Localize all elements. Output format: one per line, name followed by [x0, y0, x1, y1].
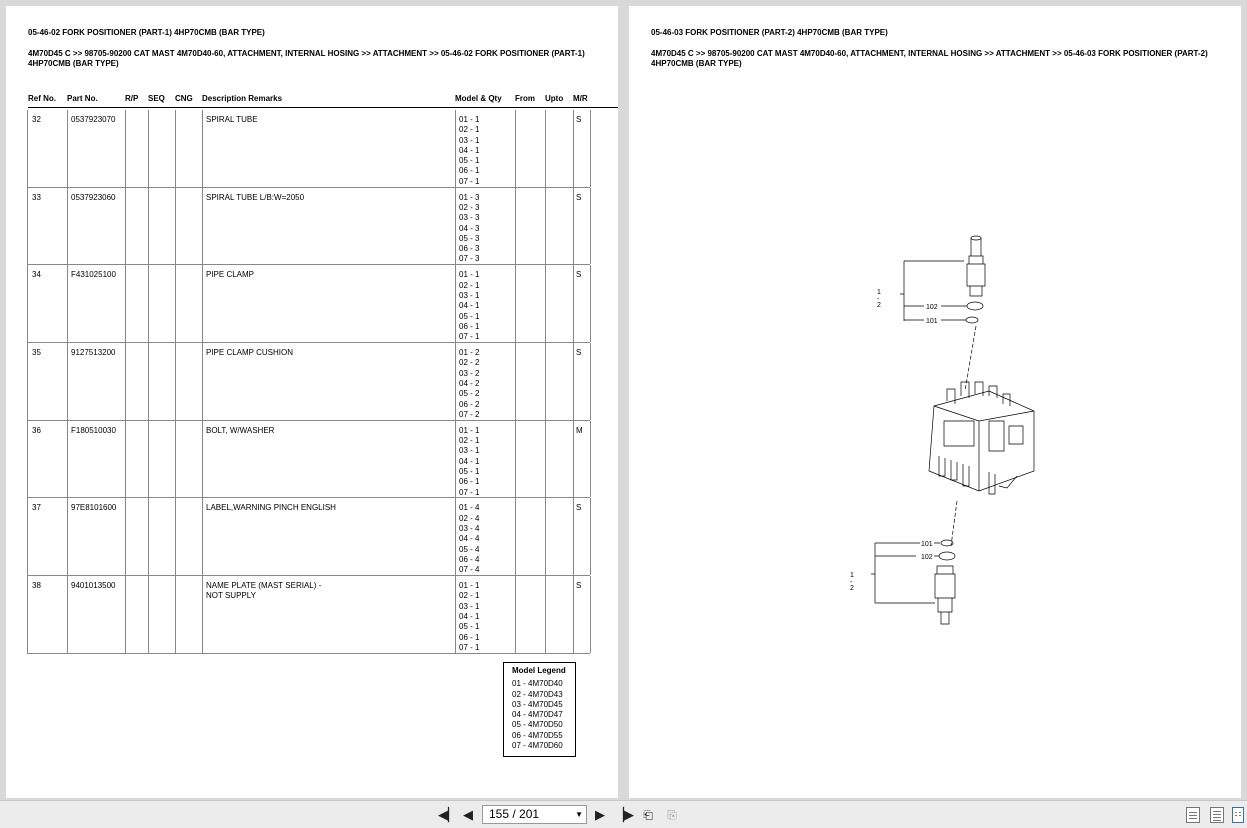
qty-line: 01 - 4	[459, 503, 480, 513]
qty-line: 01 - 1	[459, 425, 480, 435]
mr-code: S	[576, 348, 582, 358]
qty-line: 05 - 2	[459, 389, 480, 399]
qty-line: 01 - 1	[459, 581, 480, 591]
qty-line: 04 - 1	[459, 301, 480, 311]
qty-line: 02 - 4	[459, 513, 480, 523]
qty-line: 03 - 4	[459, 524, 480, 534]
continuous-view-icon[interactable]	[1210, 807, 1224, 823]
column-divider	[175, 498, 176, 575]
qty-line: 01 - 3	[459, 192, 480, 202]
qty-line: 06 - 4	[459, 554, 480, 564]
column-divider	[590, 576, 591, 653]
qty-line: 06 - 3	[459, 244, 480, 254]
model-legend	[503, 662, 576, 757]
callout-label: 102	[921, 554, 933, 561]
column-divider	[455, 188, 456, 265]
column-divider	[455, 576, 456, 653]
qty-line: 03 - 1	[459, 446, 480, 456]
qty-line: 06 - 1	[459, 166, 480, 176]
ref-number: 37	[32, 503, 41, 513]
table-row	[28, 421, 590, 499]
column-divider	[202, 188, 203, 265]
header-desc: Description Remarks	[202, 94, 283, 103]
mr-code: S	[576, 115, 582, 124]
description-line: NAME PLATE (MAST SERIAL) -	[206, 581, 322, 591]
qty-line: 06 - 1	[459, 321, 480, 331]
header-ref: Ref No.	[28, 94, 56, 103]
legend-item: 04 - 4M70D47	[512, 710, 563, 720]
callout-label: 102	[926, 304, 938, 311]
column-divider	[455, 498, 456, 575]
callout-label: 2	[877, 302, 881, 309]
column-divider	[545, 498, 546, 575]
callout-label: 2	[850, 585, 854, 592]
legend-item: 02 - 4M70D43	[512, 689, 563, 699]
qty-line: 01 - 2	[459, 348, 480, 358]
mr-code: M	[576, 425, 583, 435]
column-divider	[455, 110, 456, 187]
table-header	[28, 94, 618, 108]
qty-line: 07 - 1	[459, 332, 480, 342]
column-divider	[590, 343, 591, 420]
qty-line: 06 - 1	[459, 477, 480, 487]
column-divider	[175, 343, 176, 420]
legend-item: 01 - 4M70D40	[512, 679, 563, 689]
mr-code: S	[576, 581, 582, 591]
qty-line: 05 - 3	[459, 233, 480, 243]
qty-line: 05 - 1	[459, 466, 480, 476]
part-number: 9401013500	[71, 581, 116, 591]
qty-line: 05 - 1	[459, 156, 480, 166]
table-row	[28, 110, 590, 188]
next-page-icon[interactable]: ▶	[595, 807, 605, 822]
column-divider	[515, 421, 516, 498]
qty-line: 02 - 1	[459, 436, 480, 446]
qty-line: 07 - 1	[459, 487, 480, 497]
table-row	[28, 576, 590, 654]
qty-line: 06 - 2	[459, 399, 480, 409]
qty-line: 03 - 1	[459, 135, 480, 145]
table-row	[28, 343, 590, 421]
part-number: F431025100	[71, 270, 116, 280]
breadcrumb: 4M70D45 C >> 98705-90200 CAT MAST 4M70D40-60, ATTACHMENT, INTERNAL HOSING >> ATTACHMENT >> 05-46-03 FORK POSITIONER (PART-2) 4HP70CMB (BAR TYPE)	[651, 49, 1208, 68]
qty-line: 07 - 1	[459, 176, 480, 186]
qty-line: 04 - 1	[459, 612, 480, 622]
column-divider	[175, 110, 176, 187]
ref-number: 35	[32, 348, 41, 358]
qty-line: 02 - 1	[459, 125, 480, 135]
header-rp: R/P	[125, 94, 139, 103]
column-divider	[175, 576, 176, 653]
description	[206, 503, 336, 513]
header-from: From	[515, 94, 535, 103]
header-upto: Upto	[545, 94, 564, 103]
qty-line: 07 - 1	[459, 642, 480, 652]
chevron-down-icon: ▼	[575, 810, 583, 819]
column-divider	[573, 576, 574, 653]
qty-line: 04 - 1	[459, 456, 480, 466]
header-cng: CNG	[175, 94, 193, 103]
column-divider	[67, 576, 68, 653]
qty-line: 07 - 2	[459, 409, 480, 419]
qty-line: 02 - 3	[459, 202, 480, 212]
column-divider	[67, 498, 68, 575]
header-seq: SEQ	[148, 94, 165, 103]
callout-label: -	[850, 579, 853, 586]
qty-line: 04 - 2	[459, 378, 480, 388]
qty-line: 02 - 1	[459, 280, 480, 290]
page-title: 05-46-03 FORK POSITIONER (PART-2) 4HP70CMB (BAR TYPE)	[651, 28, 888, 37]
description	[206, 348, 293, 358]
column-divider	[545, 576, 546, 653]
part-number: 0537923070	[71, 115, 116, 124]
parts-diagram	[839, 216, 1059, 636]
qty-line: 03 - 3	[459, 213, 480, 223]
part-number: 0537923060	[71, 192, 116, 202]
column-divider	[125, 421, 126, 498]
column-divider	[148, 343, 149, 420]
column-divider	[515, 576, 516, 653]
first-page-icon[interactable]: ◀▏	[438, 807, 458, 822]
column-divider	[590, 188, 591, 265]
column-divider	[125, 343, 126, 420]
column-divider	[590, 110, 591, 187]
description-line: LABEL,WARNING PINCH ENGLISH	[206, 503, 336, 513]
column-divider	[202, 265, 203, 342]
table-row	[28, 265, 590, 343]
column-divider	[573, 265, 574, 342]
qty-line: 05 - 1	[459, 622, 480, 632]
ref-number: 33	[32, 192, 41, 202]
column-divider	[455, 421, 456, 498]
qty-line: 03 - 1	[459, 290, 480, 300]
facing-view-icon[interactable]	[1232, 807, 1244, 823]
column-divider	[67, 110, 68, 187]
column-divider	[67, 343, 68, 420]
column-divider	[590, 421, 591, 498]
callout-label: -	[877, 296, 880, 303]
column-divider	[202, 110, 203, 187]
model-qty	[459, 348, 479, 420]
column-divider	[148, 265, 149, 342]
column-divider	[202, 576, 203, 653]
column-divider	[515, 343, 516, 420]
breadcrumb: 4M70D45 C >> 98705-90200 CAT MAST 4M70D40-60, ATTACHMENT, INTERNAL HOSING >> ATTACHMENT >> 05-46-02 FORK POSITIONER (PART-1) 4HP70CMB (BAR TYPE)	[28, 49, 585, 68]
description	[206, 581, 321, 602]
qty-line: 02 - 1	[459, 591, 480, 601]
page-separator	[618, 0, 629, 800]
column-divider	[202, 343, 203, 420]
callout-label: 1	[850, 572, 854, 579]
description-line: NOT SUPPLY	[206, 591, 256, 601]
column-divider	[515, 265, 516, 342]
column-divider	[67, 188, 68, 265]
column-divider	[125, 265, 126, 342]
column-divider	[125, 576, 126, 653]
column-divider	[573, 110, 574, 187]
qty-line: 04 - 1	[459, 145, 480, 155]
description-line: SPIRAL TUBE L/B:W=2050	[206, 192, 305, 202]
table-row	[28, 188, 590, 266]
mr-code: S	[576, 503, 582, 513]
header-model: Model & Qty	[455, 94, 502, 103]
description	[206, 115, 258, 125]
legend-item: 05 - 4M70D50	[512, 720, 563, 730]
column-divider	[573, 188, 574, 265]
legend-item: 06 - 4M70D55	[512, 730, 563, 740]
column-divider	[148, 498, 149, 575]
page-indicator: 155 / 201	[489, 807, 540, 821]
column-divider	[515, 188, 516, 265]
qty-line: 02 - 2	[459, 358, 480, 368]
legend-title: Model Legend	[512, 666, 566, 675]
callout-label: 101	[921, 541, 933, 548]
model-qty	[459, 503, 479, 575]
column-divider	[67, 265, 68, 342]
column-divider	[67, 421, 68, 498]
left-page	[6, 6, 618, 798]
ref-number: 38	[32, 581, 41, 591]
ref-number: 36	[32, 425, 41, 435]
qty-line: 01 - 1	[459, 115, 480, 124]
column-divider	[202, 498, 203, 575]
column-divider	[545, 343, 546, 420]
column-divider	[175, 421, 176, 498]
qty-line: 01 - 1	[459, 270, 480, 280]
callout-label: 101	[926, 318, 938, 325]
part-number: 9127513200	[71, 348, 116, 358]
column-divider	[148, 576, 149, 653]
column-divider	[545, 265, 546, 342]
last-page-icon[interactable]: ▕▶	[614, 807, 634, 822]
qty-line: 05 - 4	[459, 544, 480, 554]
page-title: 05-46-02 FORK POSITIONER (PART-1) 4HP70CMB (BAR TYPE)	[28, 28, 265, 37]
column-divider	[148, 188, 149, 265]
column-divider	[590, 498, 591, 575]
model-qty	[459, 426, 479, 498]
qty-line: 07 - 3	[459, 254, 480, 264]
model-qty	[459, 581, 479, 653]
part-number: 97E8101600	[71, 503, 117, 513]
go-back-icon[interactable]: ⎗	[643, 808, 653, 822]
model-qty	[459, 115, 479, 187]
column-divider	[545, 188, 546, 265]
column-divider	[545, 110, 546, 187]
description	[206, 270, 254, 280]
column-divider	[515, 498, 516, 575]
header-part: Part No.	[67, 94, 98, 103]
column-divider	[455, 265, 456, 342]
column-divider	[125, 110, 126, 187]
column-divider	[125, 498, 126, 575]
column-divider	[590, 265, 591, 342]
single-page-view-icon[interactable]	[1186, 807, 1200, 823]
callout-label: 1	[877, 289, 881, 296]
description-line: BOLT, W/WASHER	[206, 425, 275, 435]
column-divider	[455, 343, 456, 420]
part-number: F180510030	[71, 425, 116, 435]
right-page	[629, 6, 1241, 798]
column-divider	[573, 421, 574, 498]
legend-item: 03 - 4M70D45	[512, 699, 563, 709]
qty-line: 03 - 2	[459, 368, 480, 378]
column-divider	[573, 498, 574, 575]
model-qty	[459, 270, 479, 342]
column-divider	[148, 421, 149, 498]
description-line: PIPE CLAMP	[206, 270, 255, 280]
page-number-select[interactable]	[482, 805, 587, 824]
column-divider	[573, 343, 574, 420]
column-divider	[175, 265, 176, 342]
description-line: PIPE CLAMP CUSHION	[206, 348, 293, 358]
legend-item: 07 - 4M70D60	[512, 741, 563, 751]
qty-line: 07 - 4	[459, 565, 480, 575]
qty-line: 06 - 1	[459, 632, 480, 642]
qty-line: 04 - 3	[459, 223, 480, 233]
column-divider	[175, 188, 176, 265]
qty-line: 04 - 4	[459, 534, 480, 544]
column-divider	[125, 188, 126, 265]
table-row	[28, 498, 590, 576]
parts-table	[27, 110, 590, 654]
column-divider	[148, 110, 149, 187]
header-mr: M/R	[573, 94, 588, 103]
mr-code: S	[576, 192, 582, 202]
qty-line: 05 - 1	[459, 311, 480, 321]
ref-number: 32	[32, 115, 41, 124]
prev-page-icon[interactable]: ◀	[463, 807, 473, 822]
description	[206, 426, 274, 436]
column-divider	[202, 421, 203, 498]
column-divider	[515, 110, 516, 187]
viewer-toolbar	[0, 800, 1247, 828]
go-forward-icon[interactable]: ⎘	[667, 808, 677, 822]
mr-code: S	[576, 270, 582, 280]
model-qty	[459, 193, 479, 265]
description-line: SPIRAL TUBE	[206, 115, 258, 124]
qty-line: 03 - 1	[459, 601, 480, 611]
ref-number: 34	[32, 270, 41, 280]
column-divider	[545, 421, 546, 498]
description	[206, 193, 304, 203]
